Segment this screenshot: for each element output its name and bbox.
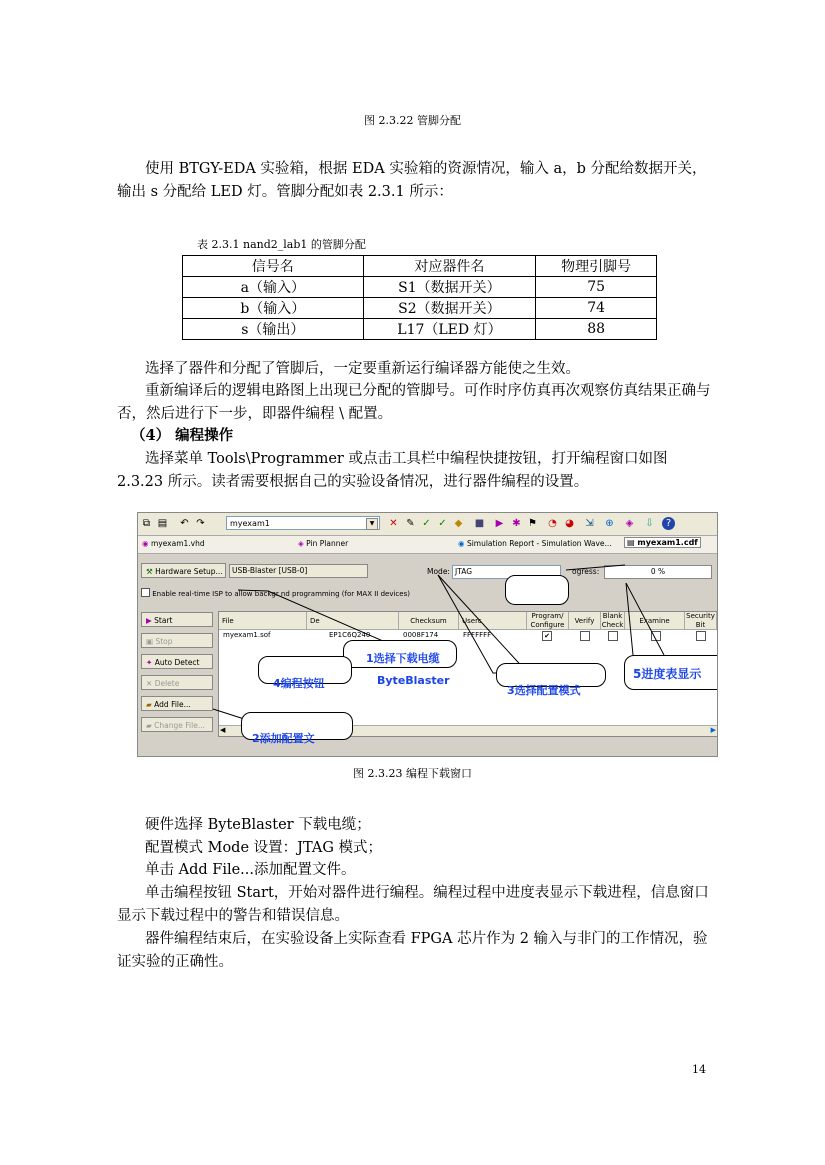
paragraph: 使用 BTGY-EDA 实验箱，根据 EDA 实验箱的资源情况，输入 a，b 分配给数据开关，输出 s 分配给 LED 灯。管脚分配如表 2.3.1 所示： (117, 161, 707, 200)
scroll-left-icon[interactable]: ◀ (220, 726, 226, 734)
column-header: Verify (569, 612, 601, 630)
paragraph: 重新编译后的逻辑电路图上出现已分配的管脚号。可作时序仿真再次观察仿真结果正确与否，然后进行下一步，即器件编程 \ 配置。 (117, 383, 711, 422)
delete-label: Delete (154, 679, 180, 688)
pin-planner-icon: ◈ (298, 539, 304, 548)
callout-label: 4编程按钮 (273, 677, 325, 690)
progress-label: ogress: (572, 567, 600, 576)
mode-select[interactable]: JTAG (452, 565, 561, 579)
row-usercode: FFFFFFF (463, 631, 492, 639)
chevron-down-icon: ▼ (366, 518, 378, 530)
callout-bubble-start (258, 656, 352, 690)
programmer-icon[interactable]: ⊕ (605, 518, 614, 529)
pencil-icon: ✎ (406, 518, 415, 529)
change-file-label: Change File... (154, 721, 205, 730)
table-caption: 表 2.3.1 nand2_lab1 的管脚分配 (197, 238, 366, 251)
callout-lines (138, 513, 717, 756)
table-header-row (183, 256, 657, 277)
play-icon: ▶ (495, 518, 504, 529)
tab-label: myexam1.vhd (150, 539, 205, 548)
column-header: Checksum (399, 612, 459, 630)
redo-icon: ↷ (196, 518, 205, 529)
cdf-icon: ▤ (627, 538, 635, 547)
callout-label: 5进度表显示 (633, 667, 702, 681)
start-icon: ▶ (146, 616, 152, 625)
programmer-screenshot (137, 512, 718, 757)
paragraph: 单击编程按钮 Start，开始对器件进行编程。编程过程中进度表显示下载进程，信息窗口显示下载过程中的警告和错误信息。 (117, 885, 709, 924)
timer-icon: ◕ (565, 518, 574, 529)
timer-icon: ◔ (548, 518, 557, 529)
paragraph: 配置模式 Mode 设置：JTAG 模式； (145, 840, 383, 856)
help-icon: ? (662, 517, 675, 530)
callout-bubble-addfile (241, 712, 353, 745)
table-cell: 88 (536, 319, 657, 340)
row-file: myexam1.sof (223, 631, 271, 639)
project-combo-value: myexam1 (230, 519, 270, 528)
paragraph: 硬件选择 ByteBlaster 下载电缆； (145, 817, 371, 833)
callout-label: 2添加配置文 (252, 732, 315, 745)
hardware-field: USB-Blaster [USB-0] (229, 564, 368, 578)
section-heading: （4） 编程操作 (131, 427, 234, 444)
delete-icon: ✕ (146, 679, 153, 688)
stop-icon: ▣ (146, 637, 154, 646)
callout-cable (351, 644, 459, 666)
copy-icon: ⧉ (142, 518, 151, 529)
sim-icon: ⇲ (585, 518, 594, 529)
column-header: Examine (625, 612, 685, 630)
tab-label: myexam1.cdf (637, 538, 698, 547)
row-device: EP1C6Q240 (329, 631, 371, 639)
close-icon: ✕ (389, 518, 398, 529)
scroll-right-icon[interactable]: ▶ (710, 726, 716, 734)
table-header: 信号名 (183, 256, 364, 277)
table-cell: S1（数据开关） (363, 277, 536, 298)
callout-bubble-empty (505, 575, 569, 605)
table-cell: a（输入） (183, 277, 364, 298)
auto-detect-label: Auto Detect (154, 658, 200, 667)
file-icon: ◉ (142, 539, 149, 548)
table-cell: L17（LED 灯） (363, 319, 536, 340)
paragraph: 选择菜单 Tools\Programmer 或点击工具栏中编程快捷按钮，打开编程窗口如图 2.3.23 所示。读者需要根据自己的实验设备情况，进行器件编程的设置。 (117, 451, 668, 490)
add-file-label: Add File... (154, 700, 191, 709)
figure-caption: 图 2.3.23 编程下载窗口 (353, 767, 472, 780)
callout-bubble-progress (624, 655, 718, 690)
table-row (183, 319, 657, 340)
realtime-isp-label: Enable real-time ISP to allow backgr nd programming (for MAX II devices) (152, 590, 410, 598)
table-row (183, 298, 657, 319)
auto-detect-icon: ✦ (146, 658, 153, 667)
table-header: 物理引脚号 (536, 256, 657, 277)
report-icon: ◉ (458, 539, 465, 548)
program-checkbox[interactable]: ✔ (542, 631, 552, 641)
table-row (183, 277, 657, 298)
column-header: Program/ Configure (527, 612, 569, 630)
chip-icon: ◈ (625, 518, 634, 529)
column-header: Userc (459, 612, 527, 630)
table-cell: b（输入） (183, 298, 364, 319)
download-icon: ⇩ (645, 518, 654, 529)
diamond-icon: ◆ (454, 518, 463, 529)
column-header: Blank Check (601, 612, 624, 629)
paragraph: 选择了器件和分配了管脚后，一定要重新运行编译器方能使之生效。 (145, 361, 580, 377)
check-icon: ✓ (422, 518, 431, 529)
progress-bar: 0 % (604, 565, 712, 579)
start-label: Start (154, 616, 173, 625)
stop-label: Stop (155, 637, 173, 646)
check-icon: ✓ (438, 518, 447, 529)
figure-caption: 图 2.3.22 管脚分配 (364, 114, 461, 127)
callout-label: ByteBlaster (377, 674, 450, 687)
callout-label: 3选择配置模式 (507, 684, 581, 697)
folder-icon: ▰ (146, 700, 152, 709)
mode-label: Mode: (427, 567, 450, 576)
paragraph: 器件编程结束后，在实验设备上实际查看 FPGA 芯片作为 2 输入与非门的工作情况，验证实验的正确性。 (117, 931, 708, 970)
callout-bubble-mode (496, 663, 606, 697)
table-header: 对应器件名 (363, 256, 536, 277)
column-header: Security Bit (685, 612, 717, 630)
hardware-setup-label: Hardware Setup... (155, 567, 223, 576)
paste-icon: ▤ (157, 518, 168, 529)
callout-label: 1选择下载电缆 (366, 652, 440, 665)
page-number: 14 (692, 1063, 706, 1076)
change-file-icon: ▰ (146, 721, 152, 730)
table-cell: s（输出） (183, 319, 364, 340)
table-cell: 75 (536, 277, 657, 298)
pin-table (182, 255, 657, 340)
tab-label: Pin Planner (306, 539, 349, 548)
stop-icon: ■ (474, 518, 485, 529)
column-header: De (307, 612, 399, 630)
column-header: File (219, 612, 307, 630)
tab-label: Simulation Report - Simulation Wave... (466, 539, 612, 548)
undo-icon: ↶ (180, 518, 189, 529)
flag-icon: ⚑ (528, 518, 537, 529)
paragraph: 单击 Add File...添加配置文件。 (145, 862, 356, 878)
compile-icon: ✱ (512, 518, 521, 529)
row-checksum: 0008F174 (403, 631, 439, 639)
table-cell: 74 (536, 298, 657, 319)
hardware-icon: ⚒ (146, 567, 153, 576)
table-cell: S2（数据开关） (363, 298, 536, 319)
